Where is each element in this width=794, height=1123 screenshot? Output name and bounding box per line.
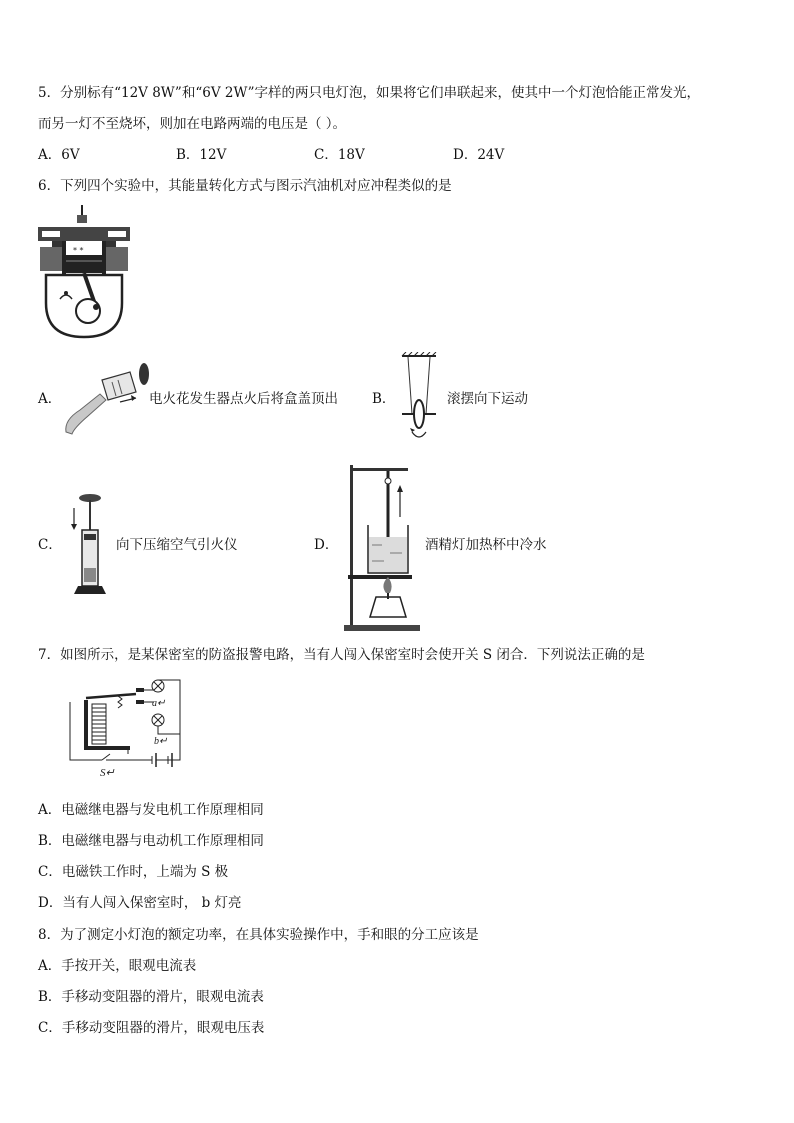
q6-option-c-letter: C． (38, 537, 62, 553)
q6-stem: 6．下列四个实验中，其能量转化方式与图示汽油机对应冲程类似的是 (38, 178, 452, 194)
q6-option-c-text: 向下压缩空气引火仪 (116, 537, 238, 553)
q7-option-b: B．电磁继电器与电动机工作原理相同 (38, 833, 264, 849)
q5-option-b: B．12V (176, 147, 227, 163)
q6-option-a-letter: A． (38, 391, 62, 407)
switch-s-label: S↵ (100, 767, 115, 779)
q5-option-d: D．24V (453, 147, 505, 163)
q6-option-b-letter: B． (372, 391, 396, 407)
q7-option-a: A．电磁继电器与发电机工作原理相同 (38, 802, 264, 818)
q5-option-c: C．18V (314, 147, 365, 163)
q8-option-a: A．手按开关，眼观电流表 (38, 958, 197, 974)
q5-stem-line2: 而另一灯不至烧坏，则加在电路两端的电压是（ ）。 (38, 116, 347, 132)
gasoline-engine-figure (36, 203, 132, 341)
q5-stem-line1: 5．分别标有“12V 8W”和“6V 2W”字样的两只电灯泡，如果将它们串联起来，使其中一个灯泡恰能正常发光， (38, 85, 700, 101)
q7-option-d: D．当有人闯入保密室时， b 灯亮 (38, 895, 242, 911)
q6-option-d-letter: D． (314, 537, 339, 553)
q5-option-a: A．6V (38, 147, 80, 163)
alarm-circuit-figure (62, 672, 186, 782)
q8-option-c: C．手移动变阻器的滑片，眼观电压表 (38, 1020, 265, 1036)
q6-option-a-text: 电火花发生器点火后将盒盖顶出 (149, 391, 338, 407)
q6-option-d-text: 酒精灯加热杯中冷水 (425, 537, 547, 553)
alcohol-lamp-heating-figure (342, 459, 422, 634)
lamp-a-label: a↵ (152, 698, 166, 709)
spark-generator-figure (60, 358, 152, 440)
q7-stem: 7．如图所示，是某保密室的防盗报警电路，当有人闯入保密室时会使开关 S 闭合．下列说法正确的是 (38, 647, 645, 663)
q6-option-b-text: 滚摆向下运动 (447, 391, 528, 407)
q8-option-b: B．手移动变阻器的滑片，眼观电流表 (38, 989, 264, 1005)
q8-stem: 8．为了测定小灯泡的额定功率，在具体实验操作中，手和眼的分工应该是 (38, 927, 479, 943)
rolling-pendulum-figure (398, 352, 440, 444)
q7-option-c: C．电磁铁工作时，上端为 S 极 (38, 864, 229, 880)
svg-text:* *: * * (73, 246, 84, 255)
air-compression-igniter-figure (66, 490, 112, 602)
lamp-b-label: b↵ (154, 736, 168, 747)
